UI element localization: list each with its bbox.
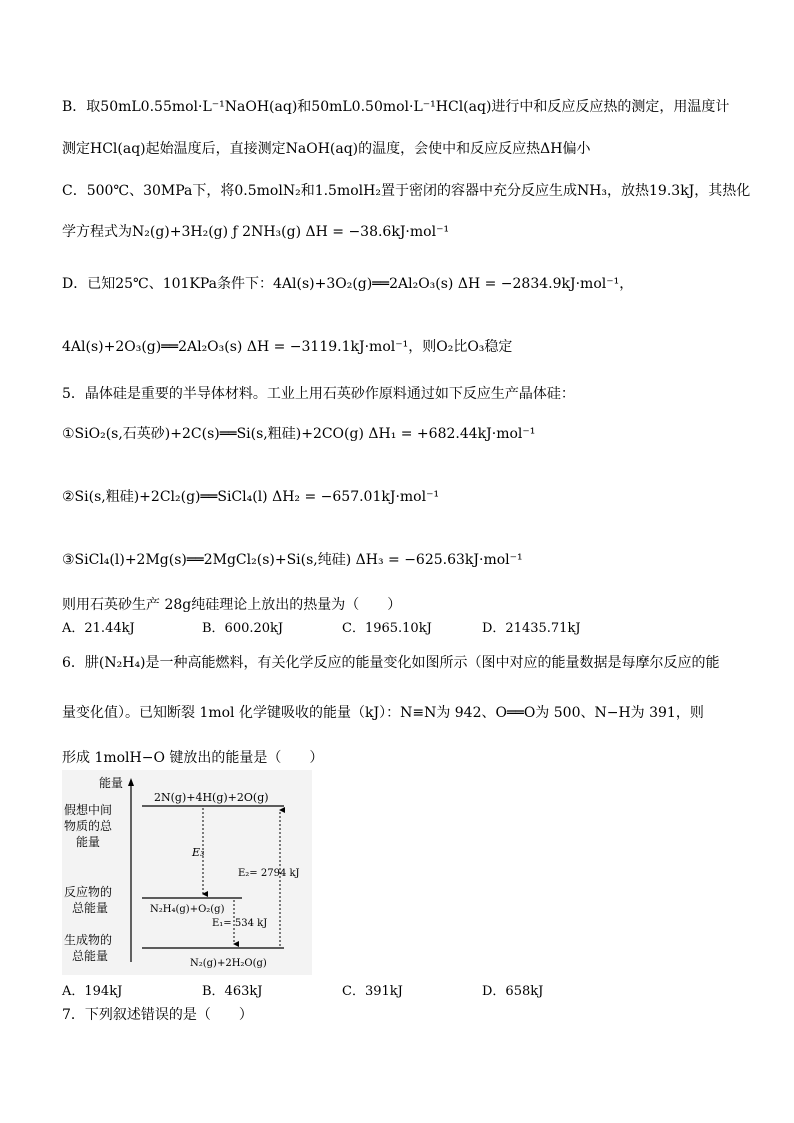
line-b1: B．取50mL0.55mol·L⁻¹NaOH(aq)和50mL0.50mol·L⁻¹HCl(aq)进行中和反应反应热的测定，用温度计 — [62, 99, 730, 115]
q5-option-b: B．600.20kJ — [202, 621, 284, 636]
line-q6-stem2: 量变化值）。已知断裂 1mol 化学键吸收的能量（kJ）：N≡N为 942、O══O为 500、N−H为 391，则 — [62, 705, 704, 721]
label-intermediate-2: 物质的总 — [64, 819, 113, 833]
label-products-1: 生成物的 — [64, 933, 113, 947]
label-products-2: 总能量 — [72, 949, 109, 963]
line-q5-eq1: ①SiO₂(s,石英砂)+2C(s)══Si(s,粗硅)+2CO(g) ΔH₁ = +682.44kJ·mol⁻¹ — [62, 426, 536, 442]
q5-option-d: D．21435.71kJ — [482, 621, 581, 636]
q6-option-b: B．463kJ — [202, 984, 263, 999]
q6-option-a: A．194kJ — [62, 984, 123, 999]
q6-option-d: D．658kJ — [482, 984, 544, 999]
level-top-label: 2N(g)+4H(g)+2O(g) — [154, 791, 269, 804]
axis-label: 能量 — [99, 776, 124, 790]
line-d1: D．已知25℃、101KPa条件下：4Al(s)+3O₂(g)══2Al₂O₃(s) ΔH = −2834.9kJ·mol⁻¹， — [62, 276, 634, 292]
line-q5-eq3: ③SiCl₄(l)+2Mg(s)══2MgCl₂(s)+Si(s,纯硅) ΔH₃ = −625.63kJ·mol⁻¹ — [62, 552, 523, 568]
line-c1: C．500℃、30MPa下，将0.5molN₂和1.5molH₂置于密闭的容器中充分反应生成NH₃，放热19.3kJ，其热化 — [62, 183, 751, 199]
line-q6-stem1: 6．肼(N₂H₄)是一种高能燃料，有关化学反应的能量变化如图所示（图中对应的能量数据是每摩尔反应的能 — [62, 655, 720, 671]
line-q5-eq2: ②Si(s,粗硅)+2Cl₂(g)══SiCl₄(l) ΔH₂ = −657.01kJ·mol⁻¹ — [62, 489, 440, 505]
e1-label: E₁= 534 kJ — [212, 918, 268, 929]
line-d2: 4Al(s)+2O₃(g)══2Al₂O₃(s) ΔH = −3119.1kJ·mol⁻¹，则O₂比O₃稳定 — [62, 339, 513, 355]
q5-option-c: C．1965.10kJ — [342, 621, 432, 636]
e3-label: E₃ — [192, 846, 205, 859]
line-q7-stem: 7．下列叙述错误的是（ ） — [62, 1007, 253, 1023]
line-b2: 测定HCl(aq)起始温度后，直接测定NaOH(aq)的温度，会使中和反应反应热ΔH偏小 — [62, 141, 591, 157]
label-intermediate-3: 能量 — [76, 835, 101, 849]
line-c2: 学方程式为N₂(g)+3H₂(g) ƒ 2NH₃(g) ΔH = −38.6kJ·mol⁻¹ — [62, 224, 450, 240]
level-bottom-label: N₂(g)+2H₂O(g) — [190, 958, 267, 969]
line-q5-question: 则用石英砂生产 28g纯硅理论上放出的热量为（ ） — [62, 597, 402, 613]
line-q6-stem3: 形成 1molH−O 键放出的能量是（ ） — [62, 750, 324, 766]
e2-label: E₂= 2794 kJ — [238, 868, 300, 879]
label-reactants-1: 反应物的 — [64, 885, 113, 899]
q6-option-c: C．391kJ — [342, 984, 403, 999]
label-intermediate-1: 假想中间 — [64, 803, 113, 817]
label-reactants-2: 总能量 — [72, 901, 109, 915]
energy-diagram — [62, 770, 312, 975]
level-mid-label: N₂H₄(g)+O₂(g) — [150, 904, 225, 915]
q5-option-a: A．21.44kJ — [62, 621, 135, 636]
line-q5-stem: 5．晶体硅是重要的半导体材料。工业上用石英砂作原料通过如下反应生产晶体硅： — [62, 386, 575, 402]
